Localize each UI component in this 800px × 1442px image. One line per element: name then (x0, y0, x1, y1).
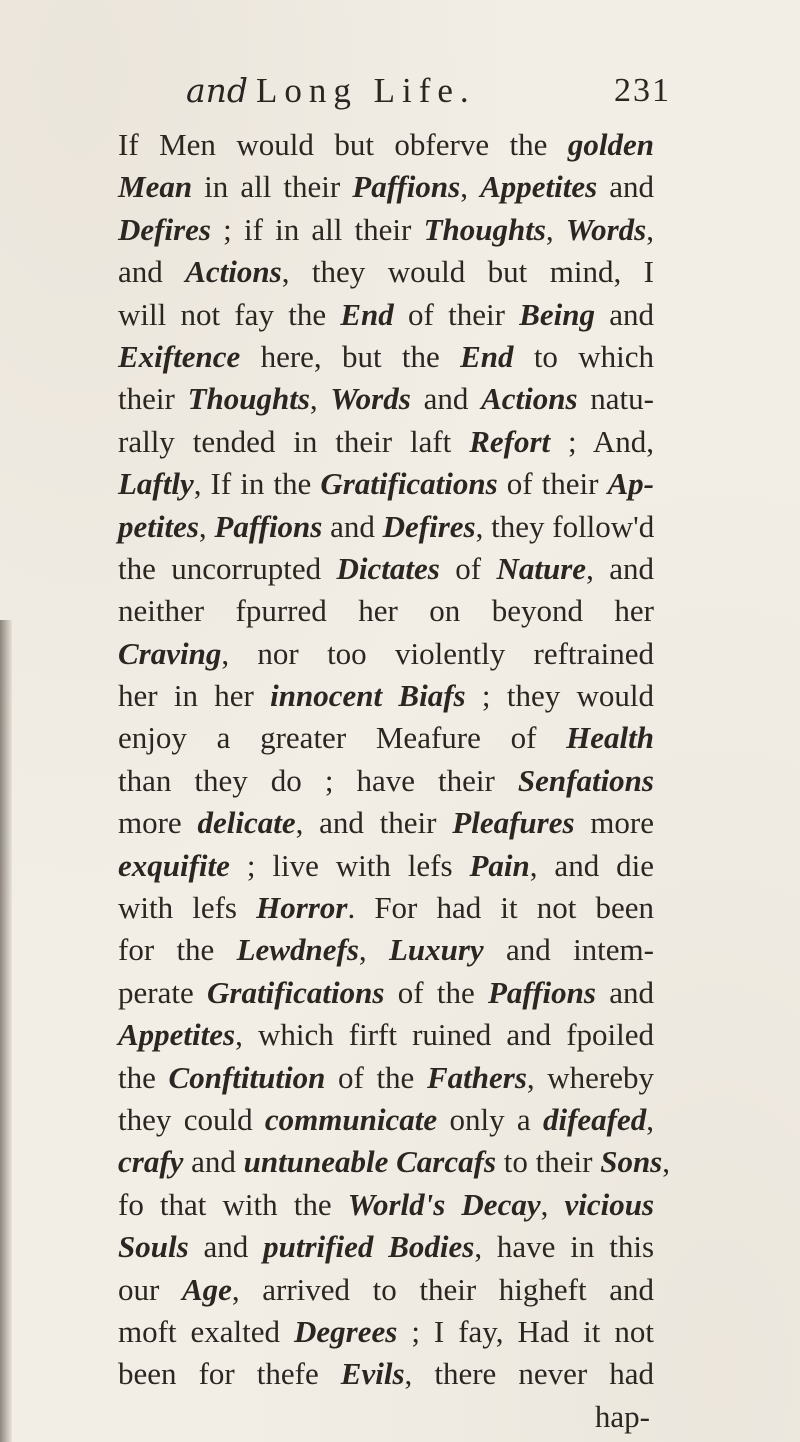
italic-phrase: World's Decay (347, 1186, 541, 1222)
text-run: of their (497, 466, 608, 502)
text-line (118, 506, 654, 548)
italic-phrase: Exiftence (118, 338, 241, 374)
italic-phrase: Lewdnefs (236, 932, 359, 968)
text-run: only a (437, 1101, 543, 1137)
italic-phrase: petites (118, 508, 199, 544)
text-run: our (118, 1271, 182, 1307)
italic-phrase: Health (566, 720, 654, 756)
text-run: of their (393, 296, 520, 332)
italic-phrase: difeafed (542, 1101, 647, 1137)
text-line (118, 1353, 654, 1395)
text-run: and (118, 254, 186, 290)
italic-phrase: Fathers (426, 1059, 527, 1095)
text-run: than they do ; have their (118, 762, 518, 798)
text-run: their (118, 381, 188, 417)
text-run: of the (384, 974, 488, 1010)
text-line (118, 463, 654, 505)
italic-phrase: Laftly (118, 466, 194, 502)
text-line (118, 1396, 654, 1438)
text-run: , (646, 211, 654, 247)
text-run: been for thefe (118, 1356, 341, 1392)
text-run: , arrived to their higheft and (231, 1271, 654, 1307)
italic-phrase: exquifite (118, 847, 230, 883)
text-line (118, 1226, 654, 1268)
text-line (118, 124, 654, 166)
text-run: more (574, 805, 655, 841)
text-run: and intem- (483, 932, 654, 968)
text-run: ; I fay, Had it not (397, 1313, 654, 1349)
text-line (118, 1184, 654, 1226)
binding-shadow (0, 620, 12, 1442)
text-run: , have in this (474, 1229, 655, 1265)
italic-phrase: End (460, 338, 514, 374)
text-run: , they follow'd (475, 508, 655, 544)
italic-phrase: Gratifications (207, 974, 385, 1010)
running-head-italic: and (186, 71, 249, 110)
italic-phrase: Paffions (352, 169, 461, 205)
text-run: , (309, 381, 331, 417)
italic-phrase: Being (519, 296, 595, 332)
text-run: ; live with lefs (229, 847, 470, 883)
running-head (0, 66, 800, 116)
text-line (118, 166, 654, 208)
text-line (118, 760, 654, 802)
text-line (118, 845, 654, 887)
text-run: the (118, 1059, 169, 1095)
text-run: , If in the (193, 466, 321, 502)
text-run: and (322, 508, 383, 544)
text-run: of the (325, 1059, 427, 1095)
text-line (118, 675, 654, 717)
text-run: ; And, (550, 423, 654, 459)
text-run: , (358, 932, 389, 968)
text-line (118, 421, 654, 463)
text-run: , whereby (526, 1059, 655, 1095)
text-line (118, 929, 654, 971)
italic-phrase: Appetites (480, 169, 598, 205)
text-run: enjoy a greater Meafure of (118, 720, 567, 756)
text-line (118, 717, 654, 759)
italic-phrase: Thoughts (187, 381, 310, 417)
text-line (118, 633, 654, 675)
text-line (118, 1099, 654, 1141)
text-run: , (460, 169, 481, 205)
italic-phrase: Degrees (294, 1313, 398, 1349)
italic-phrase: Appetites (118, 1017, 236, 1053)
text-run: moft exalted (118, 1313, 295, 1349)
text-run: , (646, 1101, 655, 1137)
text-run: and (410, 381, 482, 417)
italic-phrase: communicate (264, 1101, 438, 1137)
text-run: , there never had (404, 1356, 655, 1392)
italic-phrase: Defires (382, 508, 476, 544)
text-line (118, 548, 654, 590)
italic-phrase: Words (565, 211, 647, 247)
text-line (118, 1311, 654, 1353)
text-run: perate (118, 974, 208, 1010)
italic-phrase: Pleafures (452, 805, 575, 841)
text-run: rally tended in their laft (118, 423, 470, 459)
text-run: will not fay the (118, 296, 341, 332)
text-line (118, 1014, 654, 1056)
text-line (118, 209, 654, 251)
italic-phrase: Defires (118, 211, 211, 247)
text-run: more (118, 805, 198, 841)
text-run: they could (118, 1101, 265, 1137)
italic-phrase: golden (567, 127, 654, 162)
italic-phrase: untuneable Carcafs (243, 1144, 497, 1180)
text-run: and (594, 296, 655, 332)
italic-phrase: Souls (118, 1229, 189, 1265)
italic-phrase: crafy (118, 1144, 184, 1180)
italic-phrase: Mean (118, 169, 193, 205)
text-run: in all their (192, 169, 353, 205)
italic-phrase: Refort (469, 423, 551, 459)
text-run: her in her (118, 678, 271, 714)
italic-phrase: End (340, 296, 394, 332)
text-run: and (183, 1144, 244, 1180)
italic-phrase: Sons (600, 1144, 663, 1180)
text-run: ; if in all their (210, 211, 424, 247)
italic-phrase: delicate (197, 805, 296, 841)
text-line (118, 1141, 670, 1183)
text-run: , nor too violently reftrained (221, 635, 654, 671)
text-run: . For had it not been (347, 890, 654, 926)
text-run: and (595, 974, 655, 1010)
body-text (118, 124, 670, 1438)
text-line (118, 251, 654, 293)
italic-phrase: Ap- (607, 466, 654, 502)
text-run: , and their (295, 805, 453, 841)
italic-phrase: Nature (496, 550, 587, 586)
text-run: fo that with the (118, 1186, 348, 1222)
italic-phrase: Craving (118, 635, 222, 671)
page-number: 231 (614, 72, 671, 109)
text-run: , (540, 1186, 565, 1222)
text-line (118, 336, 654, 378)
text-run: , which firft ruined and fpoiled (235, 1017, 654, 1053)
text-line (118, 294, 654, 336)
text-run: to their (496, 1144, 601, 1180)
text-run: , and die (529, 847, 654, 883)
italic-phrase: Age (181, 1271, 232, 1307)
italic-phrase: Gratifications (320, 466, 498, 502)
text-run: for the (118, 932, 237, 968)
text-line (118, 887, 654, 929)
text-run: neither fpurred her on beyond her (118, 593, 654, 629)
running-head-title: Long Life. (256, 71, 476, 110)
text-run: the uncorrupted (118, 550, 337, 586)
italic-phrase: innocent Biafs (270, 678, 466, 714)
text-run: with lefs (118, 890, 257, 926)
text-line (118, 378, 654, 420)
text-run: , they would but mind, I (281, 254, 654, 290)
text-run: , (198, 508, 215, 544)
text-line (118, 590, 654, 632)
text-run: , (545, 211, 566, 247)
text-run: natu- (577, 381, 654, 417)
text-line (118, 972, 654, 1014)
text-run: to which (513, 338, 654, 374)
italic-phrase: Evils (340, 1356, 405, 1392)
text-run: ; they would (465, 678, 654, 714)
text-line (118, 1057, 654, 1099)
text-run: here, but the (240, 338, 461, 374)
text-run: If Men would but obferve the (118, 127, 568, 162)
italic-phrase: Dictates (336, 550, 440, 586)
italic-phrase: Words (330, 381, 411, 417)
text-run: and (188, 1229, 264, 1265)
italic-phrase: Actions (185, 254, 282, 290)
italic-phrase: Senfations (517, 762, 654, 798)
italic-phrase: Actions (481, 381, 578, 417)
text-run: hap- (594, 1398, 650, 1434)
italic-phrase: Paffions (488, 974, 596, 1010)
text-line (118, 1269, 654, 1311)
italic-phrase: Luxury (388, 932, 484, 968)
text-run: , and (586, 550, 654, 586)
text-run: of (439, 550, 497, 586)
text-run: , (662, 1144, 670, 1180)
italic-phrase: putrified Bodies (263, 1229, 475, 1265)
italic-phrase: Thoughts (423, 211, 546, 247)
italic-phrase: Paffions (214, 508, 323, 544)
text-run: and (597, 169, 655, 205)
italic-phrase: Horror (256, 890, 348, 926)
italic-phrase: Conftitution (168, 1059, 326, 1095)
italic-phrase: Pain (469, 847, 530, 883)
text-line (118, 802, 654, 844)
italic-phrase: vicious (564, 1186, 655, 1222)
